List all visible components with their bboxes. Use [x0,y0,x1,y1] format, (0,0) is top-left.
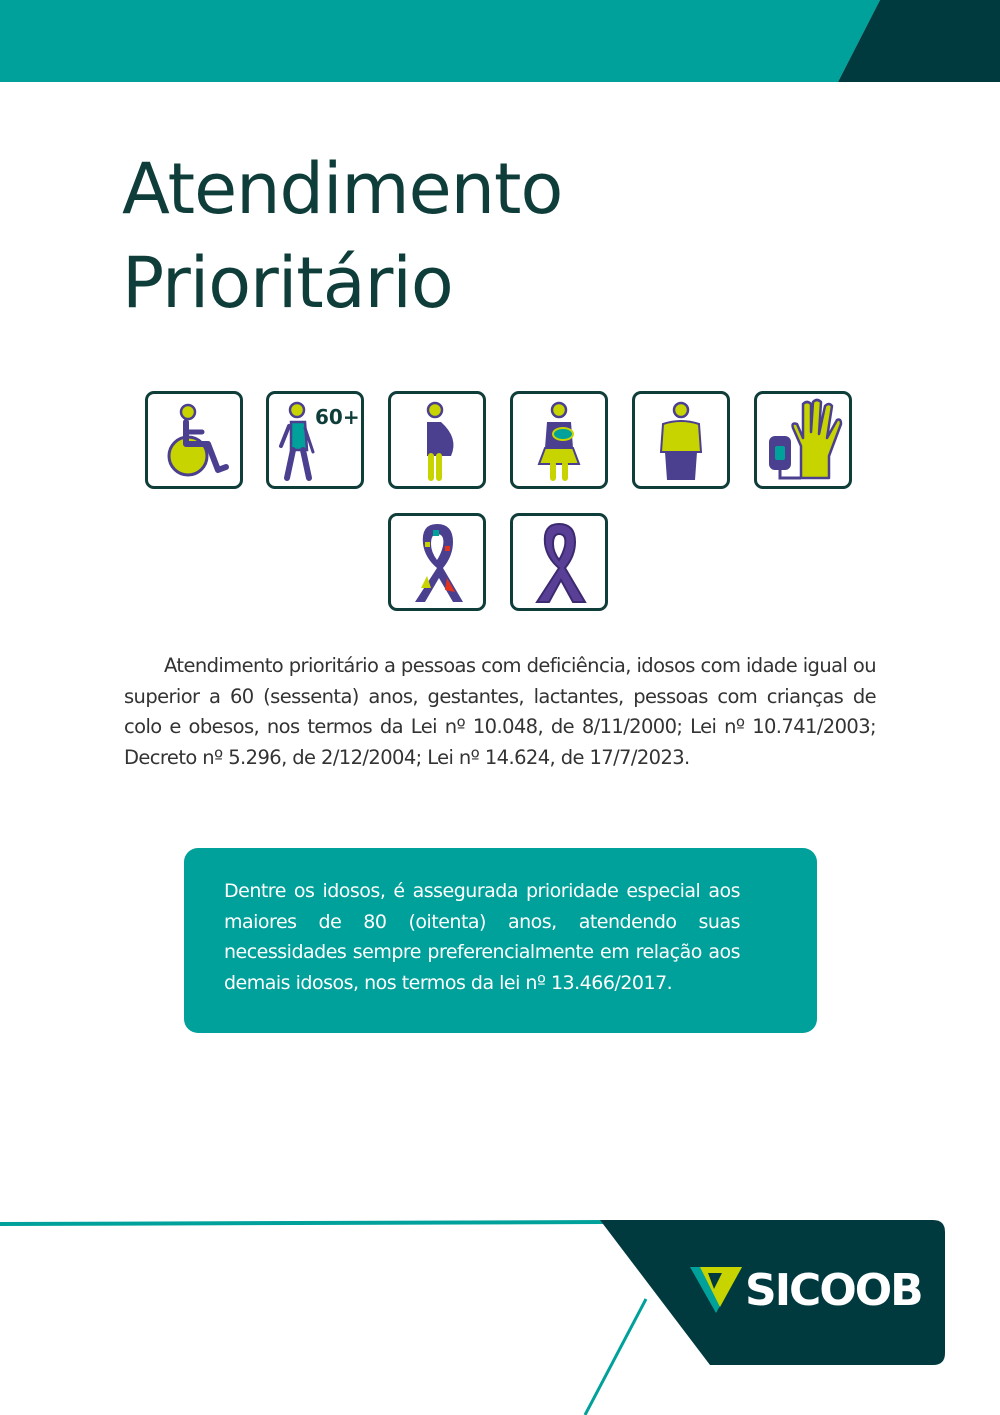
priority-paragraph: Atendimento prioritário a pessoas com deficiência, idosos com idade igual ou superior a 60 (sessenta) anos, gestantes, lactantes, pessoas com crianças de colo e obesos, nos termos da Lei nº 10.048, de 8/11/2000; Lei nº 10.741/2003; Decreto nº 5.296, de 2/12/2004; Lei nº 14.624, de 17/7/2023. [124,654,876,769]
age-60-label: 60+ [315,405,360,429]
title-line-2: Prioritário [122,242,453,324]
wheelchair-icon [145,391,243,489]
elderly-60-icon [266,391,364,489]
top-banner [0,0,1000,82]
brand-name: SICOOB [745,1265,922,1316]
obese-person-icon [632,391,730,489]
notice-box [184,848,817,1033]
page-title [122,142,562,330]
notice-text: Dentre os idosos, é assegurada prioridade especial aos maiores de 80 (oitenta) anos, atendendo suas necessidades sempre preferencialmente em relação aos demais idosos, nos termos da lei nº 13.466/2017. [224,880,740,994]
autism-ribbon-icon [388,513,486,611]
blood-donor-icon [754,391,852,489]
pregnant-woman-icon [388,391,486,489]
purple-ribbon-icon [510,513,608,611]
person-with-baby-icon [510,391,608,489]
title-line-1: Atendimento [122,148,563,230]
